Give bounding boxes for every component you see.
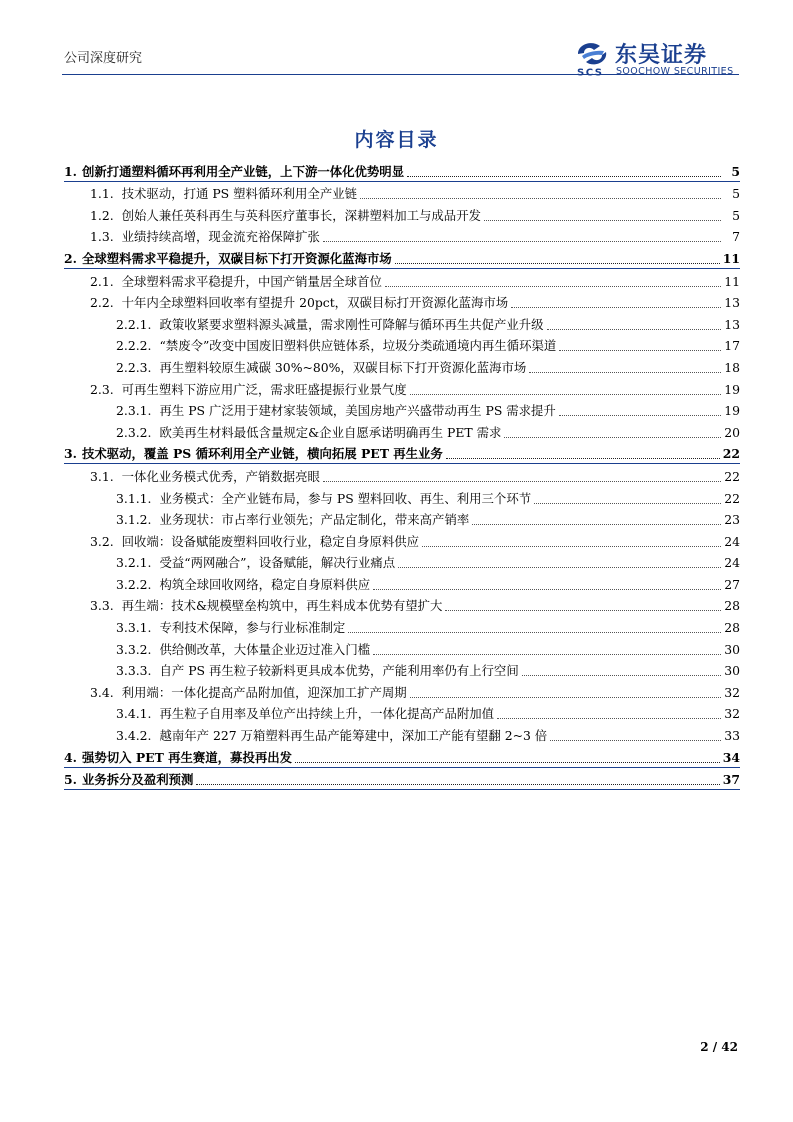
toc-entry-page: 30 <box>724 641 740 657</box>
toc-leader-dots <box>504 437 721 438</box>
toc-entry-title: 可再生塑料下游应用广泛，需求旺盛提振行业景气度 <box>121 381 407 397</box>
toc-entry-number: 3.4.1. <box>116 706 152 722</box>
toc-entry-number: 3.4.2. <box>116 728 152 744</box>
toc-leader-dots <box>410 394 721 395</box>
toc-entry-page: 5 <box>731 163 740 179</box>
toc-entry-number: 2.2.2. <box>116 338 152 354</box>
toc-leader-dots <box>398 567 721 568</box>
toc-entry-title: 供给侧改革，大体量企业迈过准入门槛 <box>159 641 371 657</box>
toc-leader-dots <box>395 263 720 264</box>
svg-text:SCS: SCS <box>577 67 604 77</box>
toc-entry-page: 13 <box>724 316 740 332</box>
toc-entry[interactable] <box>64 203 740 225</box>
toc-leader-dots <box>360 198 721 199</box>
toc-entry-page: 5 <box>732 207 740 223</box>
toc-title: 内容目录 <box>354 129 439 151</box>
toc-entry[interactable] <box>64 723 740 745</box>
toc-entry-page: 11 <box>722 250 740 266</box>
toc-entry-page: 5 <box>732 186 740 202</box>
toc-entry[interactable] <box>64 464 740 486</box>
toc-entry-number: 3.3.1. <box>116 620 152 636</box>
toc-entry-page: 27 <box>724 576 740 592</box>
toc-leader-dots <box>529 372 721 373</box>
toc-entry-number: 3.1.2. <box>116 512 152 528</box>
toc-entry-number: 1.1. <box>90 186 114 202</box>
toc-entry[interactable] <box>64 594 740 616</box>
scs-logo-text <box>576 66 610 77</box>
toc-entry-number: 3.2. <box>90 533 114 549</box>
toc-entry-page: 17 <box>724 338 740 354</box>
toc-entry-title: 政策收紧要求塑料源头减量，需求刚性可降解与循环再生共促产业升级 <box>159 316 544 332</box>
header-divider <box>62 74 739 75</box>
toc-entry[interactable] <box>64 768 740 791</box>
toc-entry-number: 1. <box>64 163 77 179</box>
toc-leader-dots <box>323 481 721 482</box>
toc-entry-title: “禁废令”改变中国废旧塑料供应链体系，垃圾分类疏通境内再生循环渠道 <box>159 338 557 354</box>
toc-leader-dots <box>547 329 721 330</box>
toc-entry-number: 3.1.1. <box>116 490 152 506</box>
toc-leader-dots <box>348 632 721 633</box>
toc-entry-number: 3.3.3. <box>116 663 152 679</box>
toc-entry[interactable] <box>64 225 740 247</box>
toc-entry[interactable] <box>64 182 740 204</box>
toc-entry[interactable] <box>64 399 740 421</box>
toc-entry-title: 十年内全球塑料回收率有望提升 20pct，双碳目标打开资源化蓝海市场 <box>121 295 509 311</box>
toc-entry-number: 3.1. <box>90 468 114 484</box>
toc-entry-title: 技术驱动，覆盖 PS 循环利用全产业链，横向拓展 PET 再生业务 <box>81 446 443 462</box>
toc-leader-dots <box>410 697 721 698</box>
toc-entry-number: 3.3. <box>90 598 114 614</box>
toc-entry-title: 越南年产 227 万箱塑料再生品产能筹建中，深加工产能有望翻 2~3 倍 <box>159 728 548 744</box>
logo-chinese-name: 东吴证券 <box>615 43 708 68</box>
toc-entry[interactable] <box>64 246 740 269</box>
toc-entry[interactable] <box>64 291 740 313</box>
toc-entry[interactable] <box>64 334 740 356</box>
toc-leader-dots <box>522 675 721 676</box>
toc-entry-title: 业务拆分及盈利预测 <box>81 772 194 788</box>
toc-entry[interactable] <box>64 702 740 724</box>
toc-entry-title: 专利技术保障，参与行业标准制定 <box>159 620 346 636</box>
toc-entry-number: 2.3.1. <box>116 403 152 419</box>
company-logo <box>572 38 740 78</box>
toc-entry[interactable] <box>64 745 740 768</box>
toc-entry[interactable] <box>64 680 740 702</box>
toc-entry-title: 技术驱动，打通 PS 塑料循环利用全产业链 <box>121 186 357 202</box>
toc-leader-dots <box>559 415 721 416</box>
toc-entry-page: 13 <box>724 295 740 311</box>
toc-entry-title: 受益“两网融合”，设备赋能，解决行业痛点 <box>159 555 396 571</box>
toc-entry-title: 再生 PS 广泛用于建材家装领域，美国房地产兴盛带动再生 PS 需求提升 <box>159 403 556 419</box>
toc-entry-number: 2.2. <box>90 295 114 311</box>
toc-entry[interactable] <box>64 529 740 551</box>
toc-entry-title: 业绩持续高增，现金流充裕保障扩张 <box>121 229 320 245</box>
toc-entry-page: 18 <box>724 359 740 375</box>
toc-entry[interactable] <box>64 551 740 573</box>
toc-entry[interactable] <box>64 659 740 681</box>
toc-entry-number: 1.2. <box>90 207 114 223</box>
toc-leader-dots <box>373 654 721 655</box>
toc-entry-number: 3.2.1. <box>116 555 152 571</box>
toc-leader-dots <box>511 307 721 308</box>
toc-entry-page: 23 <box>724 512 740 528</box>
toc-entry-title: 创始人兼任英科再生与英科医疗董事长，深耕塑料加工与成品开发 <box>121 207 481 223</box>
toc-entry-title: 回收端：设备赋能废塑料回收行业，稳定自身原料供应 <box>121 533 420 549</box>
toc-leader-dots <box>472 524 721 525</box>
toc-entry-number: 2.3. <box>90 381 114 397</box>
report-category: 公司深度研究 <box>64 51 143 66</box>
toc-leader-dots <box>196 784 719 785</box>
toc-entry-title: 再生粒子自用率及单位产出持续上升，一体化提高产品附加值 <box>159 706 495 722</box>
toc-entry[interactable] <box>64 508 740 530</box>
toc-entry-number: 2. <box>64 250 77 266</box>
toc-entry-number: 3.3.2. <box>116 641 152 657</box>
toc-entry[interactable] <box>64 159 740 182</box>
toc-entry-number: 5. <box>64 772 77 788</box>
toc-entry-number: 3.4. <box>90 684 114 700</box>
toc-entry[interactable] <box>64 615 740 637</box>
toc-entry[interactable] <box>64 377 740 399</box>
toc-entry[interactable] <box>64 269 740 291</box>
toc-leader-dots <box>373 589 721 590</box>
toc-entry-page: 32 <box>724 684 740 700</box>
toc-entry-page: 34 <box>722 749 740 765</box>
toc-entry-page: 28 <box>724 620 740 636</box>
toc-entry-title: 业务现状：市占率行业领先；产品定制化，带来高产销率 <box>159 512 470 528</box>
toc-entry-page: 33 <box>724 728 740 744</box>
toc-leader-dots <box>385 286 721 287</box>
toc-entry-title: 自产 PS 再生粒子较新料更具成本优势，产能利用率仍有上行空间 <box>159 663 519 679</box>
toc-entry-number: 2.2.1. <box>116 316 152 332</box>
toc-entry-number: 4. <box>64 749 77 765</box>
toc-leader-dots <box>445 610 721 611</box>
toc-entry-title: 再生塑料较原生减碳 30%~80%，双碳目标下打开资源化蓝海市场 <box>159 359 527 375</box>
toc-entry-title: 利用端：一体化提高产品附加值，迎深加工扩产周期 <box>121 684 407 700</box>
toc-entry-title: 欧美再生材料最低含量规定&企业自愿承诺明确再生 PET 需求 <box>159 424 502 440</box>
toc-leader-dots <box>323 241 721 242</box>
toc-entry-title: 强势切入 PET 再生赛道，募投再出发 <box>81 749 293 765</box>
toc-entry-page: 22 <box>724 490 740 506</box>
toc-entry-page: 7 <box>732 229 740 245</box>
toc-entry-page: 11 <box>724 273 740 289</box>
logo-english-name: SOOCHOW SECURITIES <box>616 66 734 77</box>
toc-entry-title: 再生端：技术&规模壁垒构筑中，再生料成本优势有望扩大 <box>121 598 443 614</box>
toc-entry-page: 19 <box>724 381 740 397</box>
toc-entry-page: 19 <box>724 403 740 419</box>
toc-entry-title: 创新打通塑料循环再利用全产业链，上下游一体化优势明显 <box>81 163 405 179</box>
toc-entry[interactable] <box>64 442 740 465</box>
toc-entry-page: 20 <box>724 424 740 440</box>
toc-entry-page: 30 <box>724 663 740 679</box>
toc-entry[interactable] <box>64 486 740 508</box>
toc-leader-dots <box>407 176 721 177</box>
toc-leader-dots <box>422 546 721 547</box>
toc-entry-page: 24 <box>724 533 740 549</box>
toc-entry[interactable] <box>64 420 740 442</box>
toc-leader-dots <box>550 740 721 741</box>
toc-entry-number: 3. <box>64 446 77 462</box>
toc-entry[interactable] <box>64 637 740 659</box>
toc-entry-page: 22 <box>724 468 740 484</box>
toc-entry-number: 3.2.2. <box>116 576 152 592</box>
toc-leader-dots <box>559 350 721 351</box>
page-indicator: 2 / 42 <box>700 1040 738 1054</box>
table-of-contents <box>64 159 740 790</box>
toc-entry-page: 24 <box>724 555 740 571</box>
toc-entry[interactable] <box>64 572 740 594</box>
toc-leader-dots <box>446 458 720 459</box>
toc-entry-title: 全球塑料需求平稳提升，双碳目标下打开资源化蓝海市场 <box>81 250 392 266</box>
toc-leader-dots <box>497 718 721 719</box>
toc-entry-page: 28 <box>724 598 740 614</box>
toc-entry-title: 一体化业务模式优秀，产销数据亮眼 <box>121 468 320 484</box>
toc-leader-dots <box>484 220 721 221</box>
toc-entry-page: 32 <box>724 706 740 722</box>
toc-leader-dots <box>534 503 721 504</box>
toc-entry-title: 构筑全球回收网络，稳定自身原料供应 <box>159 576 371 592</box>
toc-entry-title: 业务模式：全产业链布局，参与 PS 塑料回收、再生、利用三个环节 <box>159 490 532 506</box>
toc-entry-title: 全球塑料需求平稳提升，中国产销量居全球首位 <box>121 273 382 289</box>
toc-entry-number: 2.3.2. <box>116 424 152 440</box>
toc-entry-page: 22 <box>722 446 740 462</box>
toc-leader-dots <box>295 762 720 763</box>
toc-entry-number: 1.3. <box>90 229 114 245</box>
toc-entry-page: 37 <box>722 772 740 788</box>
toc-entry-number: 2.2.3. <box>116 359 152 375</box>
toc-entry[interactable] <box>64 312 740 334</box>
toc-entry[interactable] <box>64 355 740 377</box>
toc-entry-number: 2.1. <box>90 273 114 289</box>
